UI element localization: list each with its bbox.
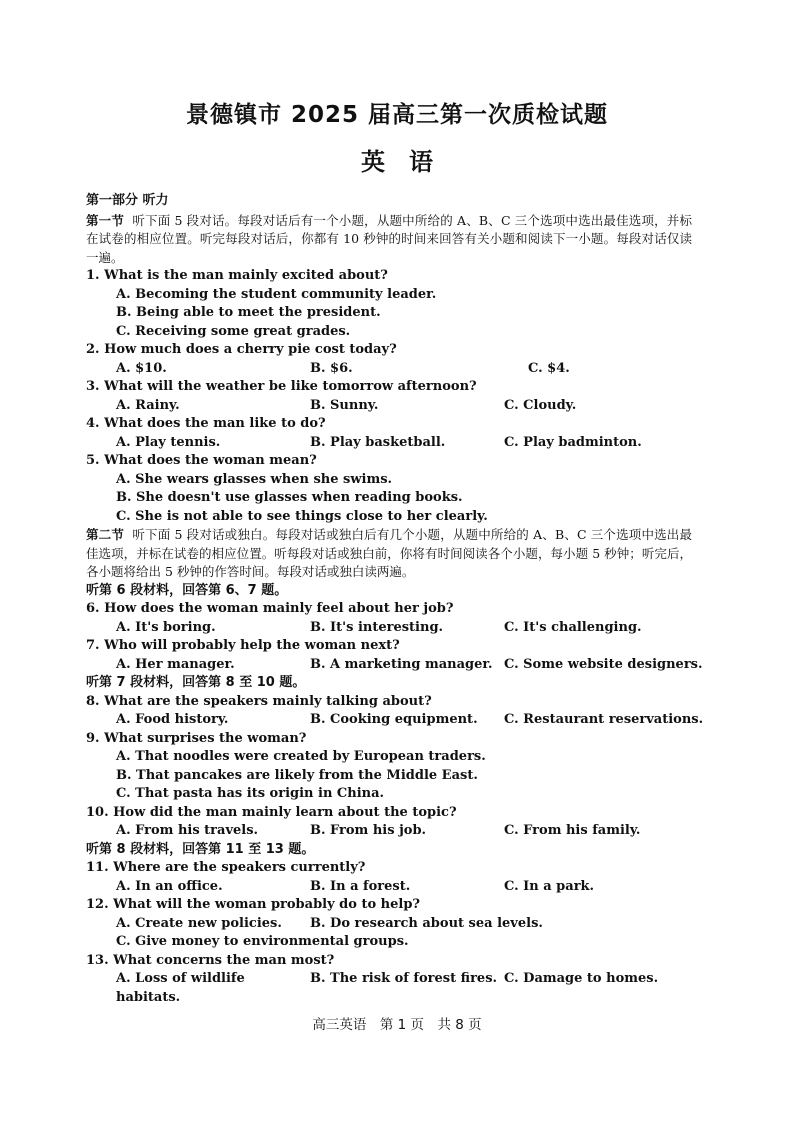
option-c: C. In a park. — [504, 878, 595, 894]
option-c: C. $4. — [528, 360, 570, 376]
option-a: A. Loss of wildlife habitats. — [116, 971, 245, 1005]
option-a: A. $10. — [116, 360, 167, 376]
option-b: B. From his job. — [310, 823, 427, 838]
option-a: A. She wears glasses when she swims. — [116, 471, 393, 487]
question-stem: 12. What will the woman probably do to help? — [86, 897, 421, 912]
option-c: C. Play badminton. — [504, 434, 642, 450]
question-stem: 8. What are the speakers mainly talking about? — [86, 693, 432, 709]
option-b: B. $6. — [310, 360, 353, 376]
exam-content — [86, 192, 704, 1007]
section1-text: 听下面 5 段对话。每段对话后有一个小题，从题中所给的 A、B、C 三个选项中选出最佳选项，并标在试卷的相应位置。听完每段对话后，你都有 10 秒钟的时间来回答有关小题和阅读下一小题。每段对话仅读一遍。 — [86, 212, 692, 265]
question-stem: 6. How does the woman mainly feel about her job? — [86, 601, 454, 616]
option-a: A. From his travels. — [116, 823, 259, 838]
question-stem: 2. How much does a cherry pie cost today? — [86, 342, 397, 357]
question-options-extra — [86, 933, 692, 952]
question-options — [86, 915, 692, 934]
section2-text: 听下面 5 段对话或独白。每段对话或独白后有几个小题，从题中所给的 A、B、C 三个选项中选出最佳选项，并标在试卷的相应位置。听每段对话或独白前，你将有时间阅读各个小题，每小题 5 秒钟；听完后，各小题将给出 5 秒钟的作答时间。每段对话或独白读两遍。 — [86, 527, 692, 579]
option-b: B. A marketing manager. — [310, 656, 493, 672]
option-b: B. Do research about sea levels. — [310, 915, 543, 931]
question-stem: 1. What is the man mainly excited about? — [86, 268, 388, 283]
question-stem: 5. What does the woman mean? — [86, 453, 317, 468]
question-options — [86, 619, 692, 638]
question-stem: 4. What does the man like to do? — [86, 416, 326, 431]
question-options — [86, 970, 692, 1007]
question-stem: 3. What will the weather be like tomorrow afternoon? — [86, 379, 477, 394]
option-a: A. It's boring. — [116, 619, 216, 635]
option-a: A. Rainy. — [116, 397, 180, 413]
option-c: C. She is not able to see things close to her clearly. — [116, 508, 488, 524]
section1-instructions — [86, 212, 692, 268]
option-c: C. Some website designers. — [504, 656, 703, 672]
option-c: C. That pasta has its origin in China. — [116, 786, 385, 801]
page-footer: 高三英语 第 1 页 共 8 页 — [312, 1017, 482, 1033]
question-options — [86, 360, 692, 379]
group-heading-8: 听第 8 段材料，回答第 11 至 13 题。 — [86, 841, 315, 857]
section2-instructions — [86, 526, 692, 582]
question-options — [86, 397, 692, 416]
option-b: B. The risk of forest fires. — [310, 971, 498, 986]
option-c: C. Restaurant reservations. — [504, 712, 704, 727]
option-c: C. Receiving some great grades. — [116, 323, 351, 339]
option-c: C. Cloudy. — [504, 397, 577, 413]
question-stem: 13. What concerns the man most? — [86, 952, 335, 968]
option-b: B. It's interesting. — [310, 619, 444, 635]
question-stem: 9. What surprises the woman? — [86, 730, 307, 746]
option-a: A. In an office. — [116, 878, 223, 894]
option-b: B. That pancakes are likely from the Middle East. — [116, 767, 478, 783]
section2-lead: 第二节 — [86, 527, 125, 542]
option-b: B. In a forest. — [310, 878, 411, 894]
option-a: A. Her manager. — [116, 656, 235, 672]
question-options — [86, 471, 692, 527]
question-stem: 11. Where are the speakers currently? — [86, 860, 366, 875]
section1-lead: 第一节 — [86, 212, 125, 228]
subject-title: 英 语 — [361, 148, 433, 176]
option-c: C. Damage to homes. — [504, 971, 659, 986]
option-a: A. Play tennis. — [116, 434, 221, 450]
option-c: C. Give money to environmental groups. — [116, 934, 409, 949]
option-c: C. From his family. — [504, 823, 641, 838]
option-b: B. Being able to meet the president. — [116, 305, 381, 320]
question-options — [86, 286, 692, 342]
question-options — [86, 822, 692, 841]
exam-title: 景德镇市 2025 届高三第一次质检试题 — [185, 102, 609, 128]
question-options — [86, 711, 704, 730]
question-options — [86, 656, 703, 675]
option-a: A. That noodles were created by European traders. — [116, 749, 486, 764]
option-a: A. Food history. — [116, 712, 229, 727]
group-heading-6: 听第 6 段材料，回答第 6、7 题。 — [86, 582, 288, 598]
group-heading-7: 听第 7 段材料，回答第 8 至 10 题。 — [86, 675, 306, 690]
question-options — [86, 748, 692, 804]
part-heading: 第一部分 听力 — [86, 193, 169, 208]
option-c: C. It's challenging. — [504, 619, 642, 635]
option-b: B. Cooking equipment. — [310, 712, 478, 727]
question-stem: 7. Who will probably help the woman next? — [86, 638, 400, 653]
question-stem: 10. How did the man mainly learn about the topic? — [86, 804, 457, 820]
question-options — [86, 434, 692, 453]
option-a: A. Becoming the student community leader. — [116, 286, 437, 302]
option-b: B. Sunny. — [310, 397, 379, 413]
option-b: B. Play basketball. — [310, 434, 446, 450]
option-b: B. She doesn't use glasses when reading books. — [116, 490, 463, 505]
question-options — [86, 878, 692, 897]
option-a: A. Create new policies. — [116, 915, 282, 931]
